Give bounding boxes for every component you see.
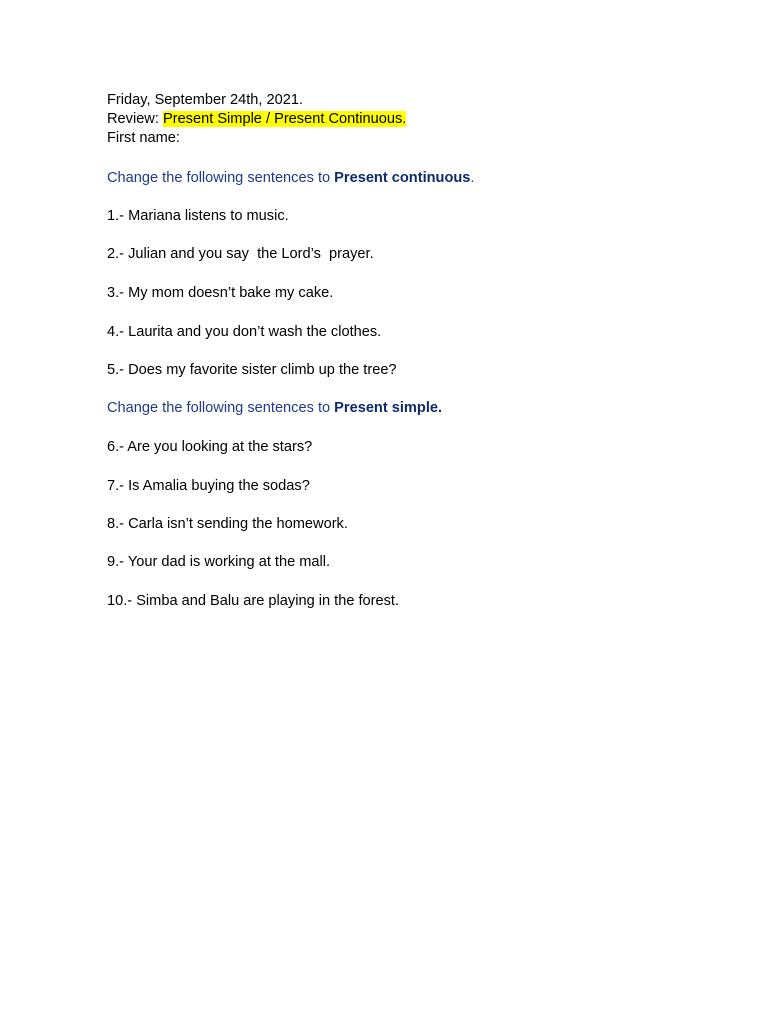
list-item: 9.- Your dad is working at the mall. bbox=[107, 554, 331, 570]
list-item: 1.- Mariana listens to music. bbox=[107, 208, 289, 224]
first-name-label: First name: bbox=[107, 130, 180, 146]
section1-instruction bbox=[107, 169, 474, 187]
date-line: Friday, September 24th, 2021. bbox=[107, 92, 304, 108]
review-topic-highlight: Present Simple / Present Continuous. bbox=[162, 111, 407, 127]
section1-instruction-target: Present continuous bbox=[334, 170, 471, 186]
review-label: Review: bbox=[107, 111, 163, 127]
list-item: 3.- My mom doesn’t bake my cake. bbox=[107, 285, 334, 301]
section2-instruction-target: Present simple. bbox=[334, 400, 443, 416]
section2-instruction-prefix: Change the following sentences to bbox=[107, 400, 335, 416]
list-item: 8.- Carla isn’t sending the homework. bbox=[107, 516, 348, 532]
review-line bbox=[107, 110, 406, 128]
section1-instruction-prefix: Change the following sentences to bbox=[107, 170, 335, 186]
list-item: 4.- Laurita and you don’t wash the clothes. bbox=[107, 324, 382, 340]
section2-instruction bbox=[107, 399, 442, 417]
list-item: 6.- Are you looking at the stars? bbox=[107, 439, 313, 455]
list-item: 2.- Julian and you say the Lord’s prayer. bbox=[107, 246, 374, 262]
list-item: 7.- Is Amalia buying the sodas? bbox=[107, 478, 310, 494]
list-item: 5.- Does my favorite sister climb up the tree? bbox=[107, 362, 397, 378]
list-item: 10.- Simba and Balu are playing in the forest. bbox=[107, 593, 400, 609]
section1-instruction-suffix: . bbox=[470, 170, 475, 186]
